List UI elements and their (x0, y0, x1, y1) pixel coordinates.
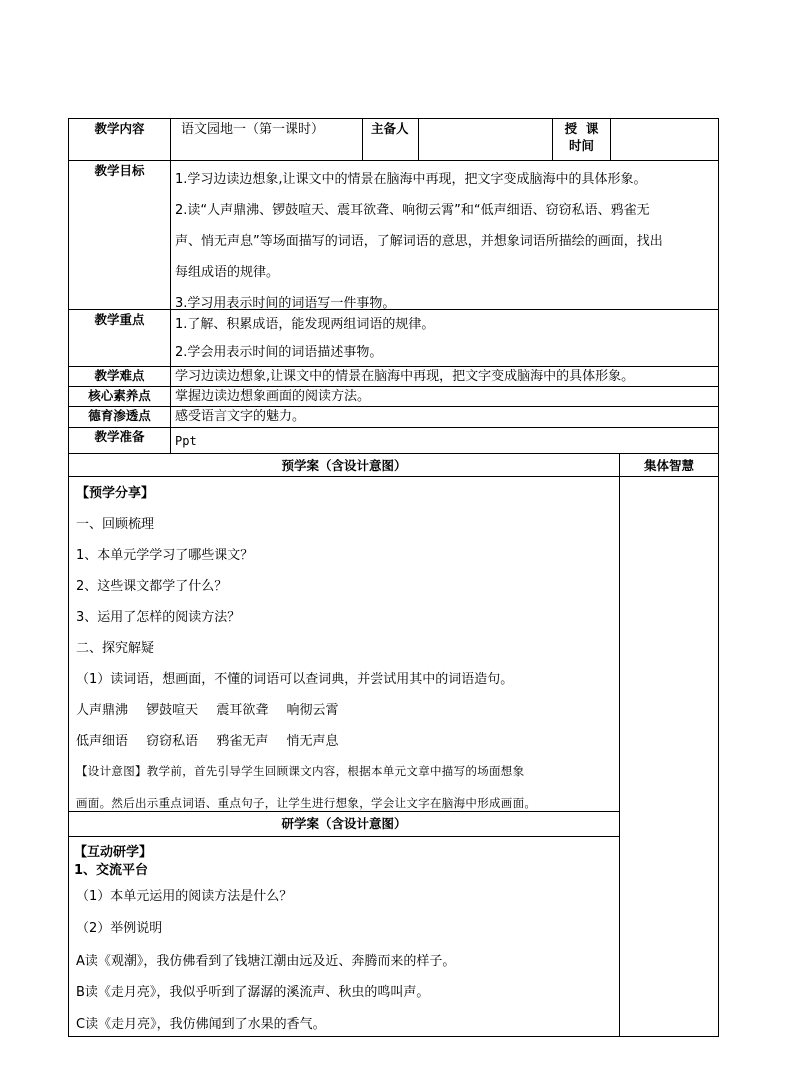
preparer-label: 主备人 (362, 118, 419, 161)
prep-row (68, 427, 719, 454)
section1-title: 预学案（含设计意图） (68, 453, 620, 477)
moral-label: 德育渗透点 (68, 406, 171, 428)
word: 窃窃私语 (146, 734, 199, 749)
difficulty-row (68, 366, 719, 387)
word-group-1 (76, 699, 338, 718)
goals-label: 教学目标 (68, 160, 171, 310)
prep-value: Ppt (170, 427, 719, 454)
content-label: 教学内容 (68, 118, 171, 161)
word-group-2 (76, 730, 338, 749)
time-value (610, 118, 719, 161)
word: 人声鼎沸 (76, 703, 129, 718)
goal-item-2-line3: 每组成语的规律。 (175, 265, 280, 280)
goals-row (68, 160, 719, 310)
literacy-value: 掌握边读边想象画面的阅读方法。 (170, 386, 719, 407)
moral-row (68, 406, 719, 428)
example-b: B读《走月亮》，我似乎听到了潺潺的溪流声、秋虫的鸣叫声。 (76, 985, 430, 1000)
design-intent-line1: 【设计意图】教学前，首先引导学生回顾课文内容，根据本单元文章中描写的场面想象 (76, 764, 525, 778)
collective-wisdom-title: 集体智慧 (619, 453, 719, 477)
time-label-line2: 时间 (568, 138, 594, 153)
key-point-2: 2.学会用表示时间的词语描述事物。 (175, 345, 383, 360)
literacy-label: 核心素养点 (68, 386, 171, 407)
interactive-heading: 【互动研学】 (74, 845, 153, 860)
example-c: C读《走月亮》，我仿佛闻到了水果的香气。 (76, 1017, 326, 1032)
key-points-content (170, 309, 719, 367)
literacy-row (68, 386, 719, 407)
design-intent-line2: 画面。然后出示重点词语、重点句子，让学生进行想象，学会让文字在脑海中形成画面。 (76, 796, 537, 810)
goal-item-3: 3.学习用表示时间的词语写一件事物。 (175, 296, 396, 310)
part2-title: 二、探究解疑 (76, 641, 155, 656)
key-points-row (68, 309, 719, 367)
task-instruction: （1）读词语，想画面，不懂的词语可以查词典，并尝试用其中的词语造句。 (76, 672, 514, 687)
section2-title: 研学案（含设计意图） (68, 811, 620, 837)
word: 鸦雀无声 (216, 734, 269, 749)
goal-item-2-line2: 声、悄无声息”等场面描写的词语，了解词语的意思，并想象词语所描绘的画面，找出 (175, 234, 663, 249)
example-a: A读《观潮》，我仿佛看到了钱塘江潮由远及近、奔腾而来的样子。 (76, 954, 456, 969)
preparer-value (418, 118, 553, 161)
moral-value: 感受语言文字的魅力。 (170, 406, 719, 428)
collective-wisdom-column (619, 476, 719, 1037)
part1-title: 一、回顾梳理 (76, 517, 155, 532)
word: 悄无声息 (286, 734, 339, 749)
time-label-line1: 授 课 (564, 121, 599, 136)
difficulty-value: 学习边读边想象,让课文中的情景在脑海中再现，把文字变成脑海中的具体形象。 (170, 366, 719, 387)
question-3: 3、运用了怎样的阅读方法？ (76, 610, 241, 625)
difficulty-label: 教学难点 (68, 366, 171, 387)
goal-item-2-line1: 2.读“人声鼎沸、锣鼓喧天、震耳欲聋、响彻云霄”和“低声细语、窃窃私语、鸦雀无 (175, 203, 650, 218)
section1-body (68, 476, 620, 812)
preview-heading: 【预学分享】 (76, 486, 155, 501)
key-points-label: 教学重点 (68, 309, 171, 367)
word: 震耳欲聋 (216, 703, 269, 718)
exchange-platform-title: 1、交流平台 (74, 863, 149, 878)
word: 低声细语 (76, 734, 129, 749)
question-1: 1、本单元学学习了哪些课文？ (76, 548, 254, 563)
section2-body (68, 836, 620, 1037)
word: 锣鼓喧天 (146, 703, 199, 718)
header-row (68, 118, 719, 161)
time-label (552, 118, 611, 161)
content-value: 语文园地一（第一课时） (170, 118, 363, 161)
goals-content (170, 160, 719, 310)
goal-item-1: 1.学习边读边想象,让课文中的情景在脑海中再现，把文字变成脑海中的具体形象。 (175, 172, 647, 187)
question-example: （2）举例说明 (76, 921, 163, 936)
word: 响彻云霄 (286, 703, 339, 718)
question-method: （1）本单元运用的阅读方法是什么？ (76, 889, 293, 904)
question-2: 2、这些课文都学了什么？ (76, 579, 228, 594)
prep-label: 教学准备 (68, 427, 171, 454)
key-point-1: 1.了解、积累成语，能发现两组词语的规律。 (175, 317, 435, 332)
